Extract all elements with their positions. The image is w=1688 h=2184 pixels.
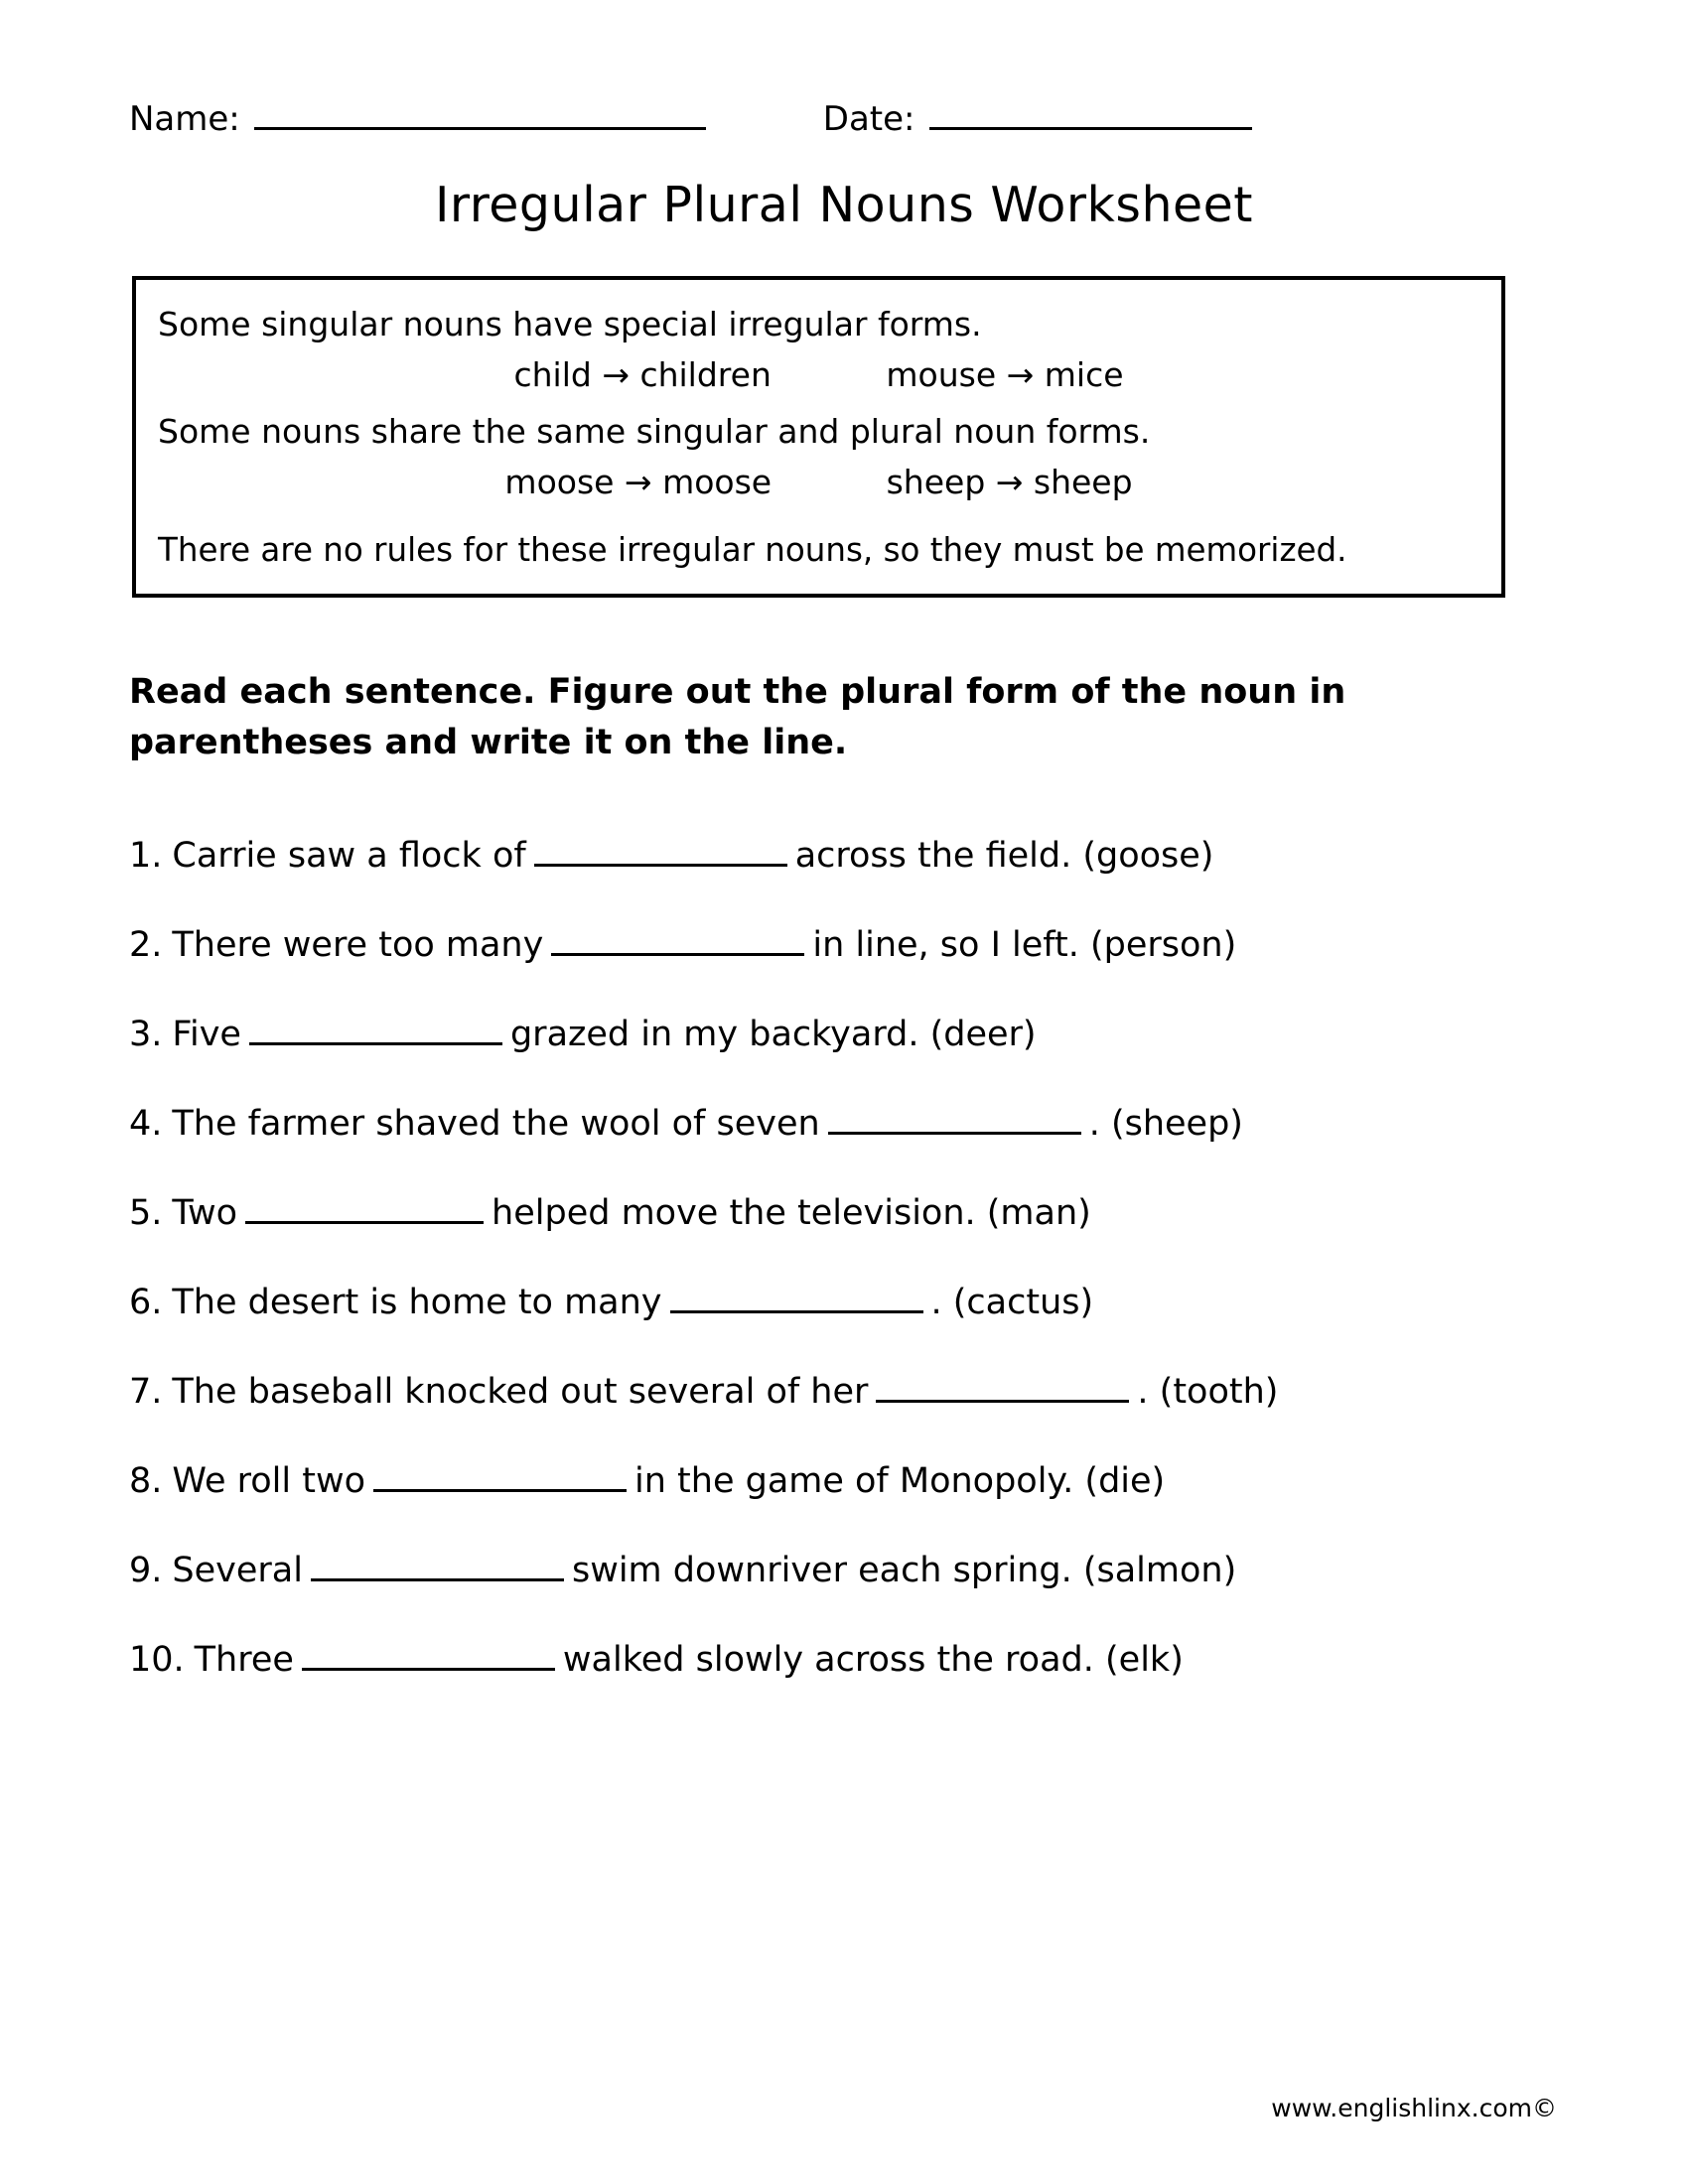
answer-blank[interactable] [373, 1459, 627, 1492]
question-item [129, 923, 1569, 1013]
answer-blank[interactable] [302, 1638, 555, 1671]
name-input-line[interactable] [254, 97, 706, 130]
question-text-before: Five [172, 1015, 241, 1054]
date-label: Date: [822, 99, 915, 139]
question-item [129, 1549, 1569, 1638]
rule-example-sheep: sheep → sheep [886, 462, 1133, 501]
rules-box [132, 276, 1505, 598]
question-text-before: Two [172, 1193, 238, 1233]
question-text-after: across the field. (goose) [794, 836, 1214, 876]
question-text-after: swim downriver each spring. (salmon) [571, 1551, 1237, 1590]
question-number: 10. [129, 1640, 185, 1680]
question-text-before: Carrie saw a flock of [172, 836, 526, 876]
answer-blank[interactable] [670, 1281, 923, 1313]
answer-blank[interactable] [534, 834, 787, 867]
question-number: 3. [129, 1015, 163, 1054]
questions-list [129, 834, 1569, 1727]
question-text-after: helped move the television. (man) [492, 1193, 1091, 1233]
rule-example-child: child → children [513, 354, 772, 394]
question-number: 6. [129, 1283, 163, 1322]
question-text-before: The baseball knocked out several of her [172, 1372, 869, 1412]
rule-line-3: There are no rules for these irregular nouns, so they must be memorized. [158, 531, 1347, 570]
question-number: 9. [129, 1551, 163, 1590]
question-item [129, 1102, 1569, 1191]
question-text-after: . (sheep) [1088, 1104, 1243, 1144]
answer-blank[interactable] [876, 1370, 1129, 1403]
rule-examples-1 [158, 352, 1479, 399]
date-input-line[interactable] [929, 97, 1252, 130]
question-item [129, 1281, 1569, 1370]
rule-example-mouse: mouse → mice [886, 354, 1124, 394]
question-text-after: in line, so I left. (person) [812, 925, 1237, 965]
question-text-after: in the game of Monopoly. (die) [634, 1461, 1166, 1501]
answer-blank[interactable] [249, 1013, 502, 1045]
question-text-before: The farmer shaved the wool of seven [172, 1104, 820, 1144]
answer-blank[interactable] [245, 1191, 484, 1224]
answer-blank[interactable] [311, 1549, 564, 1581]
question-item [129, 1459, 1569, 1549]
question-text-before: There were too many [172, 925, 544, 965]
question-text-after: . (cactus) [930, 1283, 1094, 1322]
name-label: Name: [129, 99, 240, 139]
footer-credit: www.englishlinx.com© [1271, 2094, 1557, 2122]
answer-blank[interactable] [828, 1102, 1081, 1135]
directions-text: Read each sentence. Figure out the plural form of the noun in parentheses and write it on the line. [129, 672, 1346, 762]
question-item [129, 1191, 1569, 1281]
rule-example-moose: moose → moose [504, 462, 773, 501]
header-row [129, 97, 1569, 139]
rule-line-2: Some nouns share the same singular and plural noun forms. [158, 411, 1151, 451]
question-number: 8. [129, 1461, 163, 1501]
question-item [129, 1013, 1569, 1102]
question-text-before: Three [194, 1640, 294, 1680]
question-number: 1. [129, 836, 163, 876]
question-text-after: grazed in my backyard. (deer) [509, 1015, 1037, 1054]
page-title: Irregular Plural Nouns Worksheet [434, 177, 1254, 233]
question-text-after: walked slowly across the road. (elk) [562, 1640, 1184, 1680]
question-number: 5. [129, 1193, 163, 1233]
question-text-after: . (tooth) [1137, 1372, 1279, 1412]
question-text-before: The desert is home to many [172, 1283, 662, 1322]
question-number: 7. [129, 1372, 163, 1412]
question-item [129, 1370, 1569, 1459]
question-text-before: Several [172, 1551, 303, 1590]
question-item [129, 1638, 1569, 1727]
rule-examples-2 [158, 460, 1479, 506]
question-number: 4. [129, 1104, 163, 1144]
answer-blank[interactable] [551, 923, 804, 956]
question-text-before: We roll two [172, 1461, 365, 1501]
rule-line-1: Some singular nouns have special irregular forms. [158, 305, 982, 343]
question-item [129, 834, 1569, 923]
question-number: 2. [129, 925, 163, 965]
